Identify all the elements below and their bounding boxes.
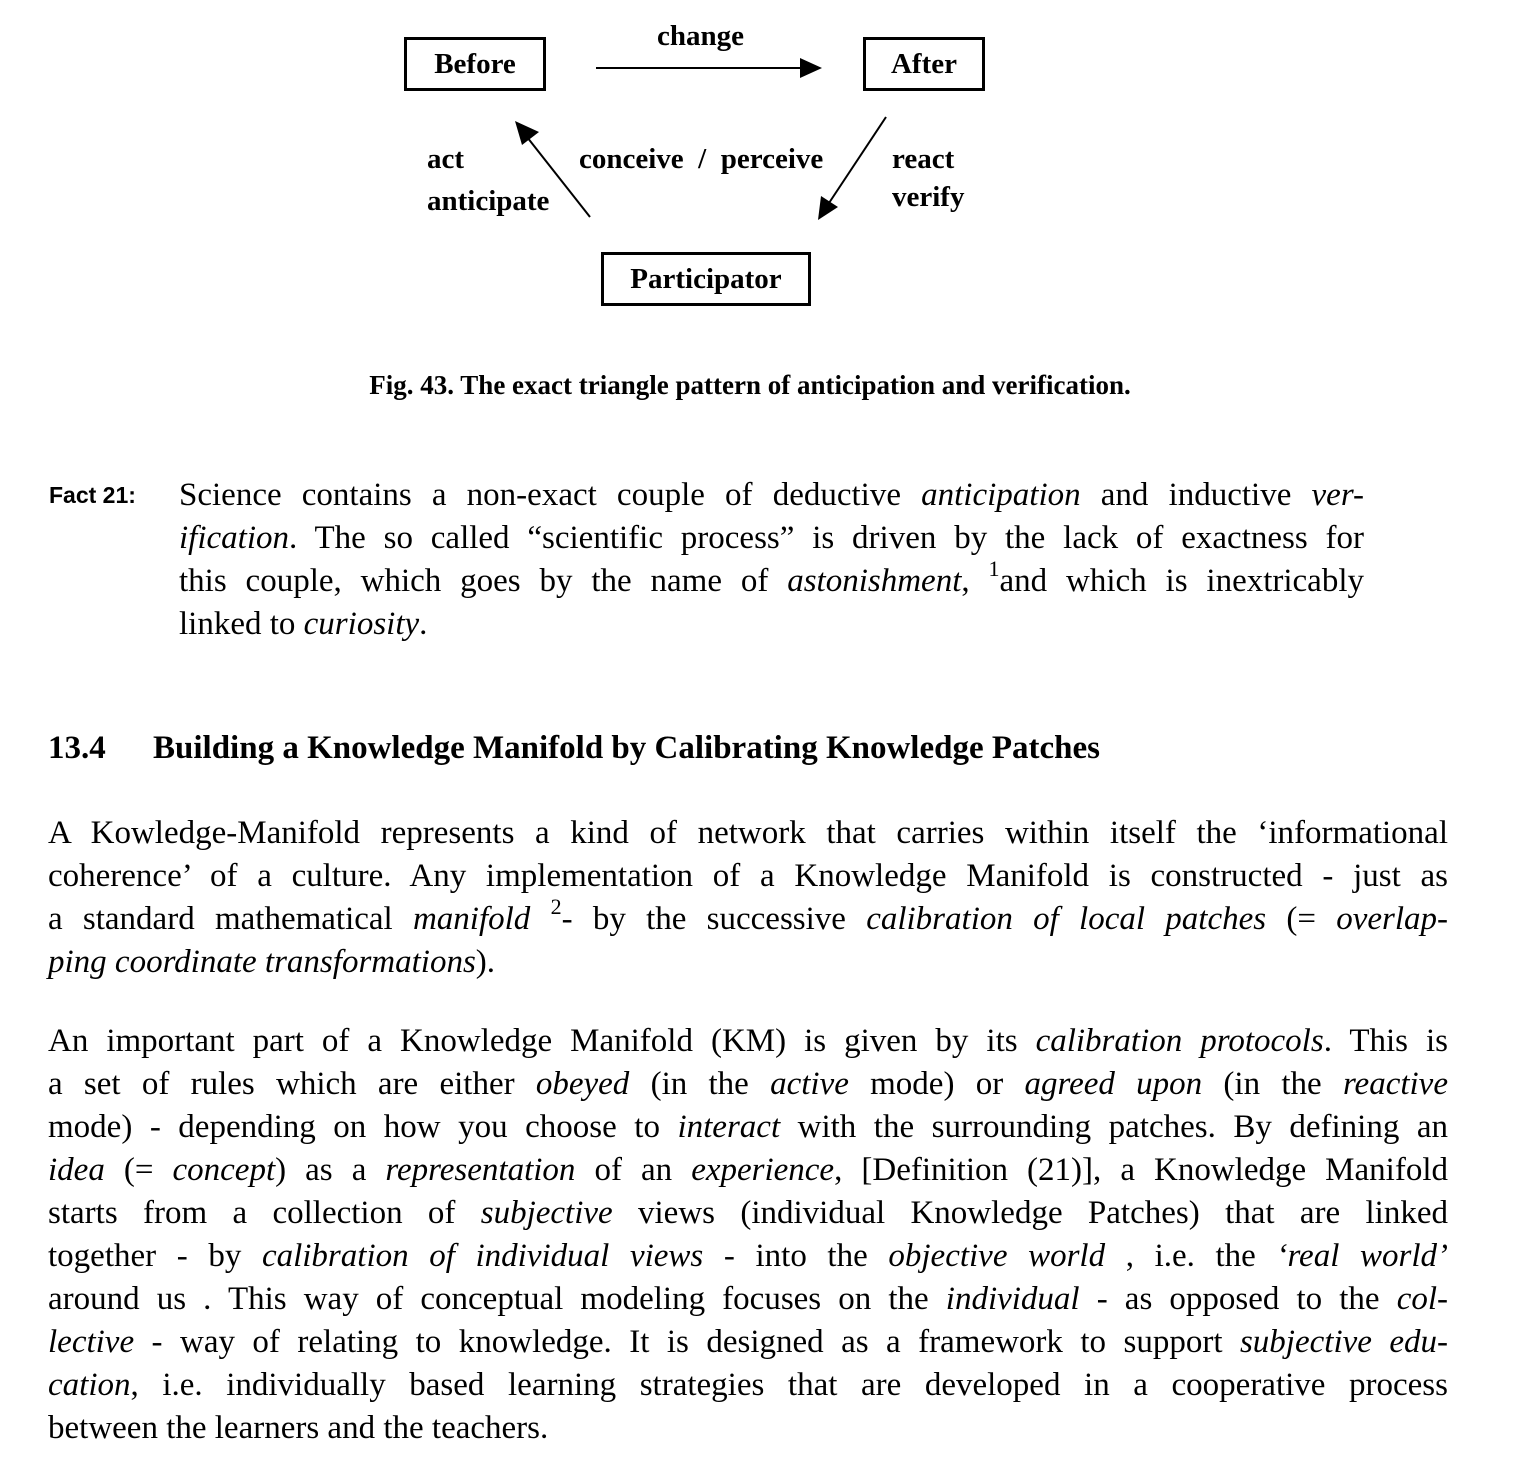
text-line: linked to curiosity. bbox=[179, 606, 428, 642]
text-line: A Kowledge-Manifold represents a kind of network that carries within itself the ‘informational bbox=[48, 815, 1448, 851]
edge-label-change: change bbox=[657, 20, 744, 52]
text-line: starts from a collection of subjective views (individual Knowledge Patches) that are linked bbox=[48, 1195, 1448, 1231]
text-line: ping coordinate transformations). bbox=[48, 944, 496, 980]
change-arrowhead bbox=[800, 58, 822, 78]
verify-arrow bbox=[829, 117, 886, 203]
text-line: ification. The so called “scientific process” is driven by the lack of exactness for bbox=[179, 520, 1364, 556]
text-line: a standard mathematical manifold $^2$- by the successive calibration of local patches (= overlap- bbox=[48, 894, 1449, 937]
edge-label-act: act bbox=[427, 143, 465, 175]
edge-label-react: react bbox=[892, 143, 955, 175]
text-line: around us . This way of conceptual modeling focuses on the individual - as opposed to the col- bbox=[48, 1281, 1448, 1317]
text-line: between the learners and the teachers. bbox=[48, 1410, 549, 1446]
edge-label-conceive-perceive: conceive / perceive bbox=[579, 143, 824, 175]
figure-caption: Fig. 43. The exact triangle pattern of anticipation and verification. bbox=[369, 370, 1131, 400]
text-line: a set of rules which are either obeyed (in the active mode) or agreed upon (in the reactive bbox=[48, 1066, 1448, 1102]
edge-label-verify: verify bbox=[892, 181, 965, 213]
text-line: An important part of a Knowledge Manifold (KM) is given by its calibration protocols. This is bbox=[48, 1023, 1449, 1059]
text-line: idea (= concept) as a representation of an experience, [Definition (21)], a Knowledge Manifold bbox=[48, 1152, 1448, 1188]
section-number: 13.4 bbox=[48, 730, 106, 766]
fact-label: Fact 21: bbox=[49, 482, 136, 508]
section-title: Building a Knowledge Manifold by Calibrating Knowledge Patches bbox=[153, 730, 1101, 766]
section-heading bbox=[48, 730, 1100, 767]
text-line: Science contains a non-exact couple of deductive anticipation and inductive ver- bbox=[179, 477, 1364, 513]
node-after: After bbox=[863, 37, 985, 91]
anticipate-arrowhead bbox=[515, 121, 539, 145]
text-line: lective - way of relating to knowledge. It is designed as a framework to support subjective edu- bbox=[48, 1324, 1448, 1360]
text-line: cation, i.e. individually based learning strategies that are developed in a cooperative process bbox=[48, 1367, 1448, 1403]
paragraph-1 bbox=[48, 812, 1448, 984]
text-line: coherence’ of a culture. Any implementation of a Knowledge Manifold is constructed - just as bbox=[48, 858, 1448, 894]
node-before: Before bbox=[404, 37, 546, 91]
verify-arrowhead bbox=[818, 196, 838, 220]
node-participator: Participator bbox=[601, 252, 811, 306]
text-line: this couple, which goes by the name of astonishment, $^1$and which is inextricably bbox=[179, 556, 1364, 599]
paragraph-2 bbox=[48, 1020, 1448, 1450]
text-line: mode) - depending on how you choose to interact with the surrounding patches. By defining an bbox=[48, 1109, 1448, 1145]
fact-body bbox=[179, 474, 1364, 646]
text-line: together - by calibration of individual views - into the objective world , i.e. the ‘real world’ bbox=[48, 1238, 1448, 1274]
edge-label-anticipate: anticipate bbox=[427, 185, 550, 217]
